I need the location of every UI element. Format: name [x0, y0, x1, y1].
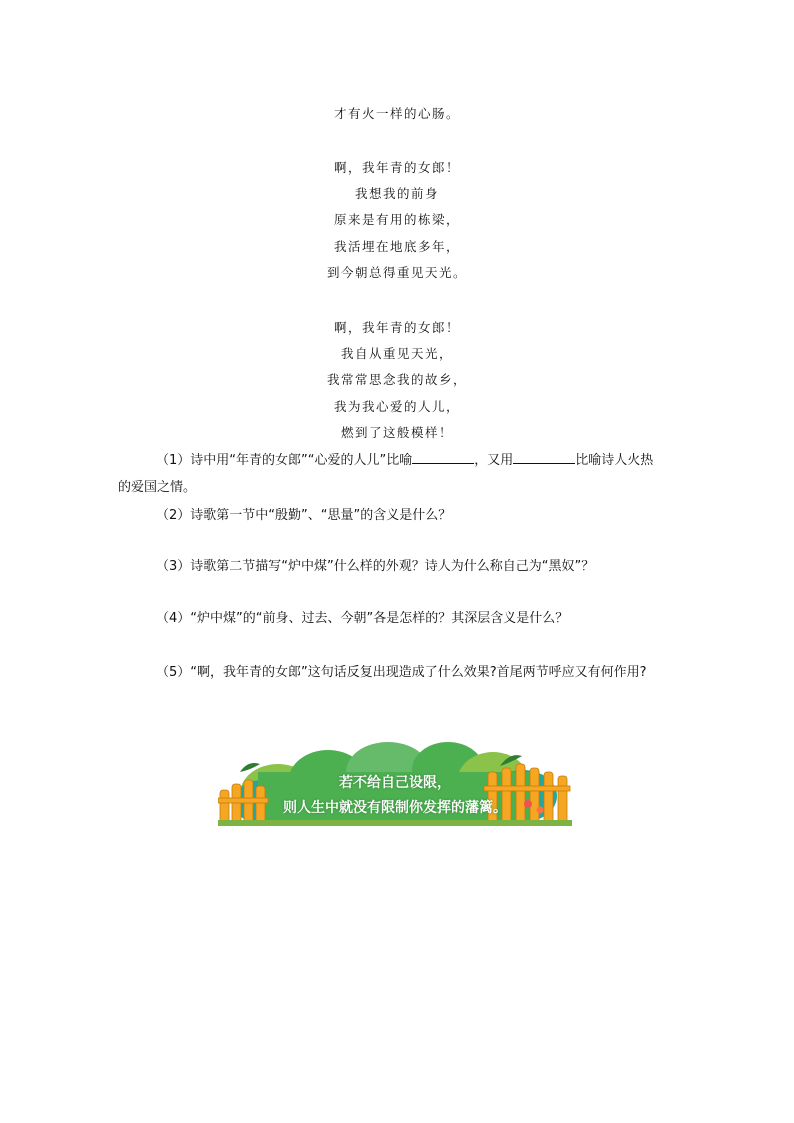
poem-line: 到今朝总得重见天光。 — [326, 265, 467, 280]
poem-line: 燃到了这般模样！ — [340, 425, 453, 440]
answer-blank[interactable] — [513, 449, 575, 464]
poem-line: 我自从重见天光， — [340, 346, 453, 361]
poem-line: 啊，我年青的女郎！ — [333, 320, 460, 335]
poem-line: 我为我心爱的人儿， — [333, 399, 460, 414]
poem-line: 我活埋在地底多年， — [333, 239, 460, 254]
question-4: （4）“炉中煤”的“前身、过去、今朝”各是怎样的？其深层含义是什么？ — [156, 611, 569, 626]
poem-line: 我常常思念我的故乡， — [326, 372, 467, 387]
poem-line: 原来是有用的栋梁， — [333, 212, 460, 227]
question-1: （1）诗中用“年青的女郎”“心爱的人儿”比喻 ，又用 比喻诗人火热 — [118, 449, 688, 473]
poem-line: 才有火一样的心肠。 — [333, 106, 460, 121]
poem-line: 啊，我年青的女郎！ — [333, 160, 460, 175]
question-1-cont: 的爱国之情。 — [118, 480, 197, 495]
question-5: （5）“啊，我年青的女郎”这句话反复出现造成了什么效果?首尾两节呼应又有何作用? — [156, 665, 647, 680]
motto-line-2: 则人生中就没有限制你发挥的藩篱。 — [283, 800, 507, 816]
question-3: （3）诗歌第二节描写“炉中煤”什么样的外观？诗人为什么称自己为“黑奴”？ — [156, 559, 595, 574]
poem-line: 我想我的前身 — [354, 186, 439, 201]
question-2: （2）诗歌第一节中“殷勤”、“思量”的含义是什么？ — [156, 508, 452, 523]
answer-blank[interactable] — [412, 449, 474, 464]
motto-line-1: 若不给自己设限， — [339, 775, 451, 791]
